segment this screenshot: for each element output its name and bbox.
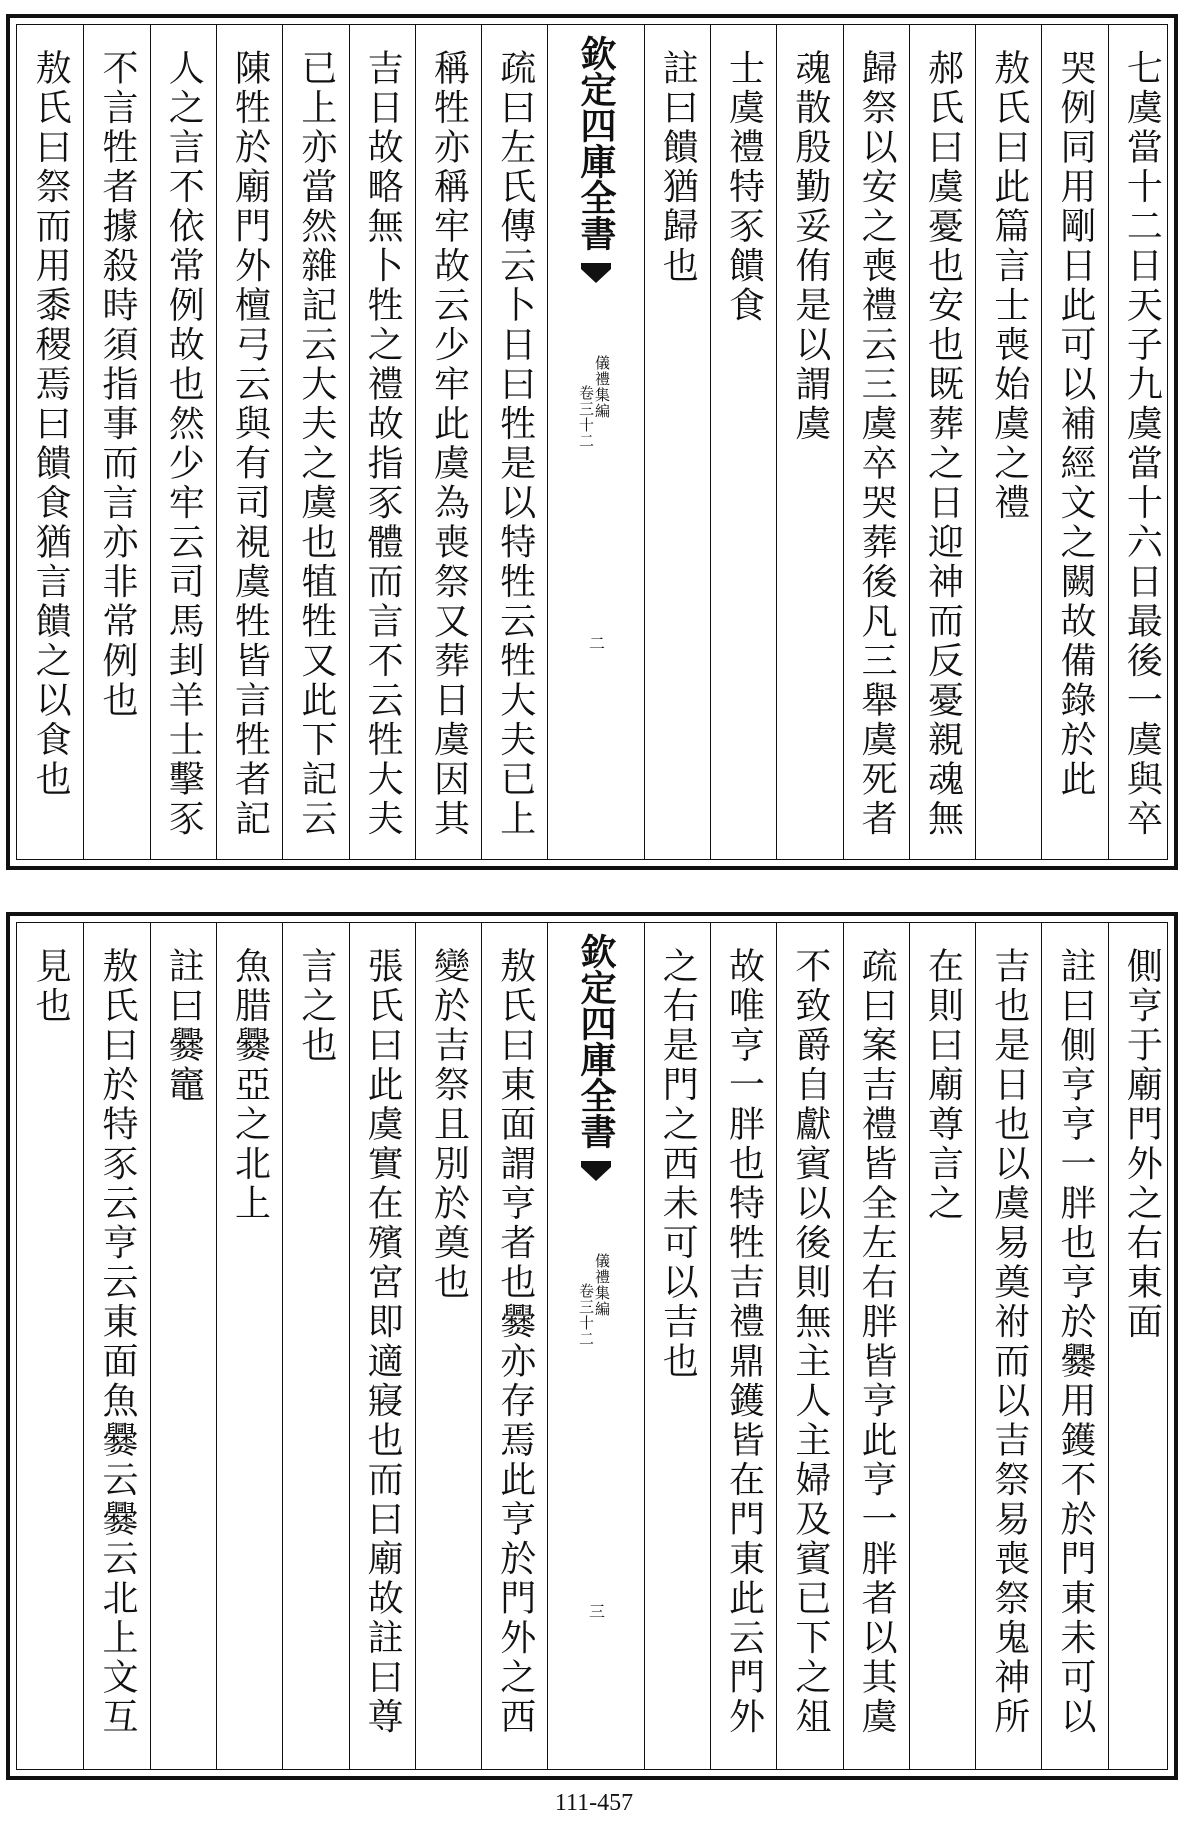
column-text: 吉日故略無卜牲之禮故指豕體而言不云牲大夫 (362, 49, 404, 839)
text-column (150, 923, 216, 1769)
column-text: 註曰爨竈 (163, 947, 205, 1105)
column-text: 敖氏曰於特豕云亨云東面魚爨云爨云北上文互 (96, 947, 138, 1737)
page-number: 111-457 (554, 1790, 634, 1816)
volume-label: 卷三十二 (576, 1283, 595, 1347)
column-text: 敖氏曰東面謂亨者也爨亦存焉此亨於門外之西 (494, 947, 536, 1737)
center-fold-column (547, 25, 643, 859)
page-frame-top (6, 14, 1178, 870)
text-column (776, 25, 842, 859)
column-text: 郝氏曰虞憂也安也既葬之日迎神而反憂親魂無 (922, 49, 964, 839)
text-column (481, 25, 547, 859)
text-column (481, 923, 547, 1769)
column-text: 不致爵自獻賓以後則無主人主婦及賓已下之俎 (789, 947, 831, 1737)
text-column (975, 923, 1041, 1769)
column-text: 歸祭以安之喪禮云三虞卒哭葬後凡三舉虞死者 (856, 49, 898, 839)
text-column (644, 923, 710, 1769)
text-column (1041, 25, 1107, 859)
fish-tail-mark-icon (581, 263, 611, 289)
text-column (216, 25, 282, 859)
collection-title: 欽定四庫全書 (574, 933, 617, 1149)
column-text: 敖氏曰祭而用黍稷焉曰饋食猶言饋之以食也 (30, 49, 72, 800)
text-column (710, 25, 776, 859)
column-text: 不言牲者據殺時須指事而言亦非常例也 (96, 49, 138, 721)
column-text: 魂散殷勤妥侑是以謂虞 (789, 49, 831, 444)
text-column (644, 25, 710, 859)
column-text: 稱牲亦稱牢故云少牢此虞為喪祭又葬日虞因其 (428, 49, 470, 839)
column-text: 側亨于廟門外之右東面 (1121, 947, 1163, 1342)
text-column (150, 25, 216, 859)
column-text: 疏曰左氏傳云卜日曰牲是以特牲云牲大夫已上 (494, 49, 536, 839)
column-text: 言之也 (295, 947, 337, 1066)
text-column (843, 25, 909, 859)
column-text: 陳牲於廟門外檀弓云與有司視虞牲皆言牲者記 (229, 49, 271, 839)
column-text: 吉也是日也以虞易奠祔而以吉祭易喪祭鬼神所 (988, 947, 1030, 1737)
column-text: 敖氏曰此篇言士喪始虞之禮 (988, 49, 1030, 523)
column-text: 人之言不依常例故也然少牢云司馬刲羊士擊豕 (163, 49, 205, 839)
book-title: 儀禮集編 (592, 1253, 611, 1317)
text-column (349, 923, 415, 1769)
text-column (909, 923, 975, 1769)
leaf-number: 二 (586, 635, 606, 651)
page-frame-bottom (6, 912, 1178, 1780)
text-column (83, 25, 149, 859)
column-text: 士虞禮特豕饋食 (723, 49, 765, 326)
text-column (1108, 25, 1174, 859)
column-text: 註曰饋猶歸也 (657, 49, 699, 286)
text-column (1108, 923, 1174, 1769)
column-text: 哭例同用剛日此可以補經文之闕故備錄於此 (1055, 49, 1097, 800)
column-text: 魚腊爨亞之北上 (229, 947, 271, 1224)
collection-title: 欽定四庫全書 (574, 35, 617, 251)
text-column (1041, 923, 1107, 1769)
text-column (776, 923, 842, 1769)
text-column (710, 923, 776, 1769)
text-column (909, 25, 975, 859)
center-fold-column (547, 923, 643, 1769)
book-title: 儀禮集編 (592, 355, 611, 419)
column-text: 在則曰廟尊言之 (922, 947, 964, 1224)
text-area-bottom (16, 922, 1168, 1770)
text-column (282, 25, 348, 859)
text-column (17, 25, 83, 859)
column-text: 變於吉祭且別於奠也 (428, 947, 470, 1303)
text-column (415, 25, 481, 859)
text-column (975, 25, 1041, 859)
text-area-top (16, 24, 1168, 860)
text-column (216, 923, 282, 1769)
text-column (349, 25, 415, 859)
volume-label: 卷三十二 (576, 385, 595, 449)
column-text: 註曰側亨亨一胖也亨於爨用鑊不於門東未可以 (1055, 947, 1097, 1737)
column-text: 疏曰案吉禮皆全左右胖皆亨此亨一胖者以其虞 (856, 947, 898, 1737)
column-text: 張氏曰此虞實在殯宮即適寢也而曰廟故註曰尊 (362, 947, 404, 1737)
text-column (843, 923, 909, 1769)
leaf-number: 三 (586, 1603, 606, 1619)
column-text: 之右是門之西未可以吉也 (657, 947, 699, 1382)
text-column (415, 923, 481, 1769)
column-text: 七虞當十二日天子九虞當十六日最後一虞與卒 (1121, 49, 1163, 839)
fish-tail-mark-icon (581, 1161, 611, 1187)
column-text: 見也 (30, 947, 72, 1026)
column-text: 故唯亨一胖也特牲吉禮鼎鑊皆在門東此云門外 (723, 947, 765, 1737)
text-column (282, 923, 348, 1769)
text-column (17, 923, 83, 1769)
text-column (83, 923, 149, 1769)
column-text: 已上亦當然雜記云大夫之虞也犆牲又此下記云 (295, 49, 337, 839)
